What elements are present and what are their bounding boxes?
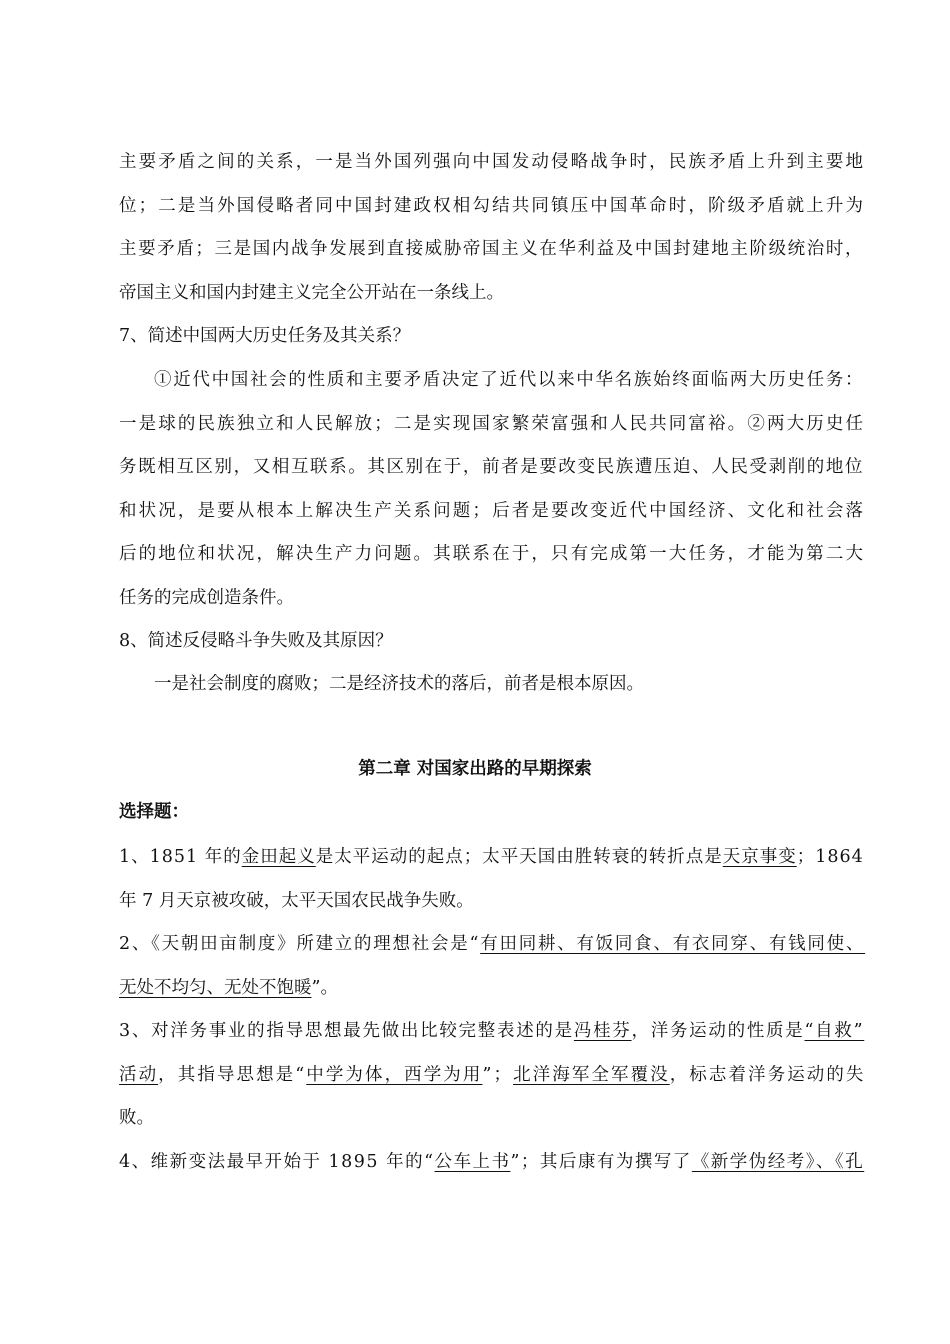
choice-item-2 [119, 923, 866, 1010]
line-text [119, 1010, 864, 1054]
line-text: 任务的完成创造条件。 [119, 587, 294, 608]
text-line [119, 490, 866, 534]
answer-blank: 活动 [119, 1064, 159, 1085]
text-line [119, 446, 863, 490]
line-text [119, 1141, 864, 1185]
text-line [119, 228, 863, 272]
text-line [119, 577, 863, 621]
text-line [119, 533, 866, 577]
section-label: 选择题： [119, 802, 189, 822]
line-text [119, 836, 864, 880]
line-text [119, 1054, 866, 1098]
text-line [119, 1141, 863, 1185]
answer-7 [119, 359, 866, 620]
text-run: 2、《天朝田亩制度》所建立的理想社会是“ [119, 934, 481, 954]
answer-blank: 天京事变 [722, 847, 797, 867]
question-7 [119, 315, 863, 359]
choice-item-4 [119, 1141, 863, 1185]
answer-blank: 金田起义 [241, 847, 316, 867]
line-text: ①近代中国社会的性质和主要矛盾决定了近代以来中华名族始终面临两大历史任务： [154, 370, 865, 390]
line-text: 和状况，是要从根本上解决生产关系问题；后者是要改变近代中国经济、文化和社会落 [119, 500, 866, 521]
answer-text: 一是社会制度的腐败；二是经济技术的落后，前者是根本原因。 [154, 674, 644, 694]
text-run: 3、对洋务事业的指导思想最先做出比较完整表述的是 [119, 1021, 574, 1041]
text-run: ，其指导思想是“ [158, 1064, 307, 1085]
text-line [119, 967, 863, 1011]
line-text: 一是球的民族独立和人民解放；二是实现国家繁荣富强和人民共同富裕。②两大历史任 [119, 413, 866, 434]
text-run: 4、维新变法最早开始于 1895 年的“ [119, 1152, 435, 1172]
line-text: 位；二是当外国侵略者同中国封建政权相勾结共同镇压中国革命时，阶级矛盾就上升为 [119, 195, 866, 216]
line-text [119, 967, 338, 1011]
text-run: ”。 [311, 977, 338, 998]
text-run: ，洋务运动的性质是 [631, 1021, 805, 1041]
answer-blank: 中学为体，西学为用 [306, 1064, 483, 1085]
text-line [119, 836, 863, 880]
text-line [119, 141, 866, 185]
choice-item-3 [119, 1010, 866, 1141]
line-text: 主要矛盾；三是国内战争发展到直接威胁帝国主义在华利益及中国封建地主阶级统治时， [119, 239, 865, 259]
text-run: ”； [482, 1064, 514, 1085]
text-run: ，标志着洋务运动的失 [669, 1064, 866, 1085]
text-line [119, 272, 863, 316]
answer-blank: 冯桂芬 [573, 1021, 632, 1041]
answer-blank: 无处不均匀、无处不饱暖 [119, 977, 312, 998]
answer-blank: 公车上书 [434, 1152, 511, 1172]
text-run: ”；其后康有为撰写了 [510, 1152, 692, 1172]
answer-blank: 北洋海军全军覆没 [513, 1064, 670, 1085]
answer-blank: 《新学伪经考》、《孔 [691, 1152, 865, 1172]
text-line [119, 1097, 863, 1141]
chapter-title: 第二章 对国家出路的早期探索 [358, 759, 592, 779]
text-run: 是太平运动的起点；太平天国由胜转衰的转折点是 [315, 847, 723, 867]
line-text: 帝国主义和国内封建主义完全公开站在一条线上。 [119, 282, 504, 303]
paragraph-6-continued [119, 141, 866, 315]
line-text: 主要矛盾之间的关系，一是当外国列强向中国发动侵略战争时，民族矛盾上升到主要地 [119, 152, 866, 172]
text-line [119, 923, 866, 967]
text-line [119, 359, 863, 403]
line-text: 后的地位和状况，解决生产力问题。其联系在于，只有完成第一大任务，才能为第二大 [119, 544, 866, 564]
text-line [119, 403, 866, 447]
choice-item-1 [119, 836, 863, 923]
line-text: 年 7 月天京被攻破，太平天国农民战争失败。 [119, 890, 474, 911]
answer-blank: “自救” [804, 1021, 865, 1041]
line-text [119, 923, 865, 967]
line-text: 败。 [119, 1108, 154, 1128]
text-line [119, 880, 863, 924]
text-run: ；1864 [796, 847, 864, 867]
text-line [119, 1054, 866, 1098]
text-line [119, 1010, 863, 1054]
line-text: 务既相互区别，又相互联系。其区别在于，前者是要改变民族遭压迫、人民受剥削的地位 [119, 457, 865, 477]
answer-blank: 有田同耕、有饭同食、有衣同穿、有钱同使、 [480, 934, 866, 954]
question-8 [119, 620, 863, 664]
question-text: 8、简述反侵略斗争失败及其原因？ [119, 631, 393, 651]
text-run: 1、1851 年的 [119, 847, 242, 867]
answer-8 [119, 663, 863, 707]
text-line [119, 185, 866, 229]
question-text: 7、简述中国两大历史任务及其关系？ [119, 326, 411, 346]
